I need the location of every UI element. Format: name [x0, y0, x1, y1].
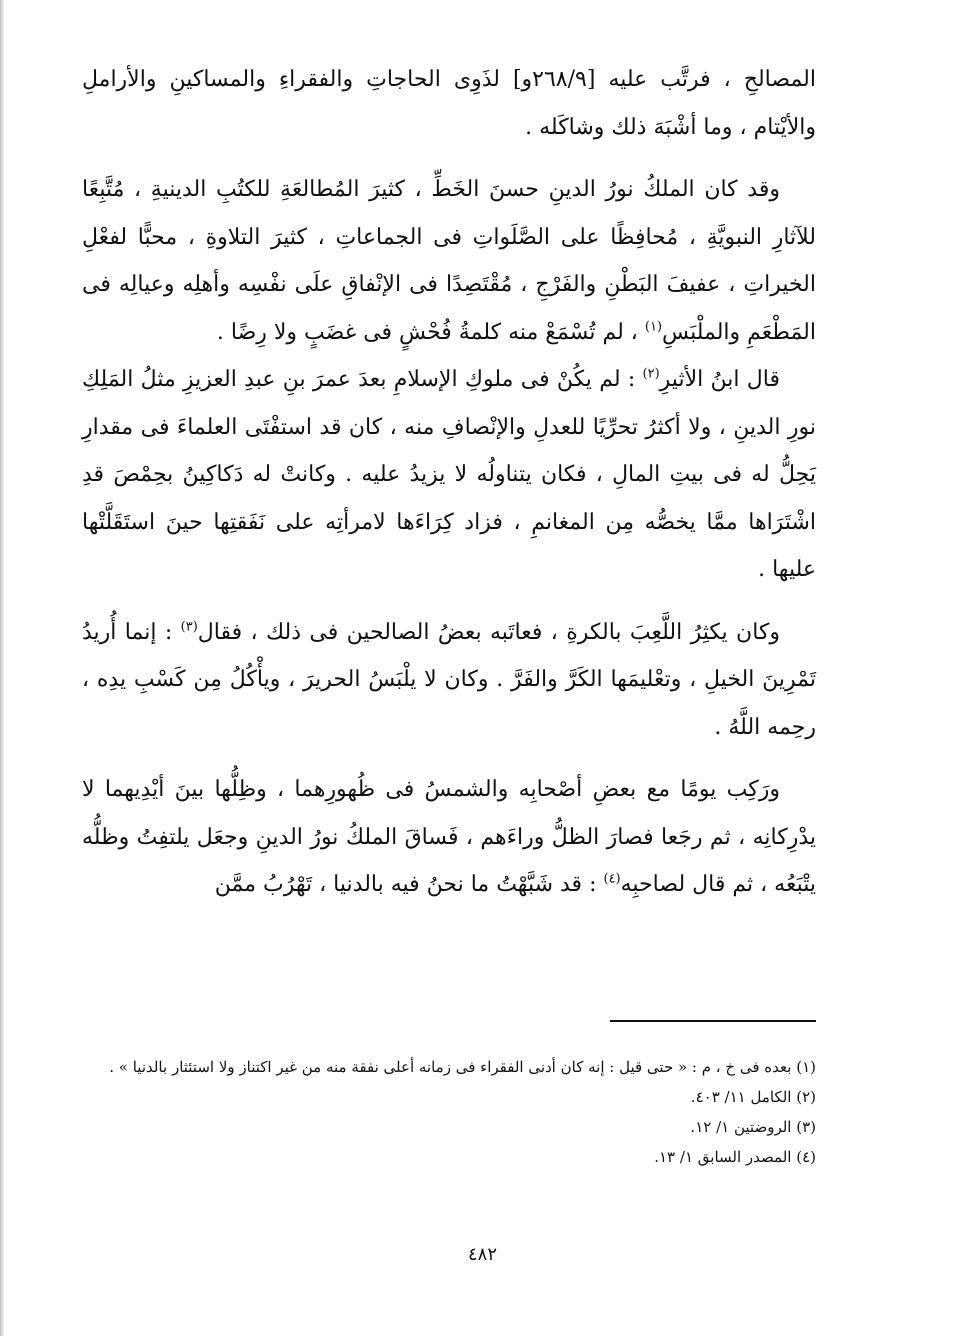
- paragraph-2-text-cont: ، لم تُسْمَعْ منه كلمةُ فُحْشٍ فى غضَبٍ ولا رِضًا .: [216, 319, 645, 345]
- footnote-ref-2: (٢): [642, 366, 660, 382]
- main-text: [82, 56, 816, 909]
- footnote-ref-3: (٣): [180, 619, 198, 635]
- paragraph-1-text: المصالحِ ، فرتَّب عليه [٢٦٨/٩و] لذَوِى الحاجاتِ والفقراءِ والمساكينِ والأراملِ والأيْتام ، وما أشْبَهَ ذلك وشاكَله .: [82, 67, 817, 140]
- page-edge-shadow: [0, 0, 4, 1336]
- paragraph-4-text-cont: : إنما أُريدُ تَمْرِينَ الخيلِ ، وتعْليمَها الكَرَّ والفَرَّ . وكان لا يلْبَسُ الحريرَ ، ويأْكُلُ مِن كَسْبِ يدِه ، رحِمه اللَّهُ .: [82, 619, 816, 740]
- paragraph-2-text: وقد كان الملكُ نورُ الدينِ حسنَ الخَطِّ ، كثيرَ المُطالعَةِ للكتُبِ الدينيةِ ، مُتَّبِعًا للآثارِ النبويَّةِ ، مُحافِظًا على الصَّلَواتِ فى الجماعاتِ ، كثيرَ التلاوةِ ، محبًّا لفعْلِ الخيراتِ ، عفيفَ البَطْنِ والفَرْجِ ، مُقْتَصِدًا فى الإنْفاقِ علَى نفْسِه وأهلِه وعيالِه فى المَطْعَمِ والملْبَسِ: [82, 177, 816, 345]
- paragraph-4-text: وكان يكثِرُ اللَّعِبَ بالكرةِ ، فعاتَبه بعضُ الصالحين فى ذلك ، فقال: [197, 619, 780, 645]
- paragraph-3-text-cont: : لم يكُنْ فى ملوكِ الإسلامِ بعدَ عمرَ بنِ عبدِ العزيزِ مثلُ المَلِكِ نورِ الدينِ ، ولا أكثرُ تحرِّيًا للعدلِ والإنْصافِ منه ، كان قد استفْتَى العلماءَ فى مقدارِ يَحِلُّ له فى بيتِ المالِ ، فكان يتناولُه لا يزيدُ عليه . وكانتْ له دَكاكِينُ بحِمْصَ قدِ اشْتَرَاها ممَّا يخصُّه مِن المغانمِ ، فزاد كِرَاءَها لامرأتِه على نَفَقتِها حينَ استَقَلَّتْها عليها .: [82, 367, 816, 582]
- footnote-separator: [610, 1020, 816, 1022]
- paragraph-1: [82, 56, 816, 151]
- paragraph-5-text: ورَكِب يومًا مع بعضِ أصْحابِه والشمسُ فى ظُهورِهما ، وظِلُّها بينَ أيْدِيهما لا يدْرِكانِه ، ثم رجَعا فصارَ الظلُّ وراءَهم ، فَساقَ الملكُ نورُ الدينِ وجعَل يلتفِتُ وظلُّه يتْبَعُه ، ثم قال لصاحبِه: [82, 777, 816, 897]
- paragraph-3: [82, 356, 816, 594]
- paragraph-4: [82, 609, 816, 752]
- footnote-3: (٣) الروضتين ١/ ١٢.: [690, 1118, 816, 1136]
- footnote-1: (١) بعده فى خ ، م : « حتى قيل : إنه كان أدنى الفقراء فى زمانه أعلى نفقة منه من غير اكتناز ولا استئثار بالدنيا » .: [109, 1058, 816, 1076]
- footnote-2: (٢) الكامل ١١/ ٤٠٣.: [690, 1088, 816, 1106]
- paragraph-5: [82, 766, 816, 909]
- paragraph-5-text-cont: : قد شَبَّهْتُ ما نحنُ فيه بالدنيا ، تَهْرُبُ ممَّن: [214, 872, 604, 897]
- paragraph-3-text: قال ابنُ الأثيرِ: [659, 367, 780, 392]
- paragraph-2: [82, 166, 816, 356]
- footnote-ref-4: (٤): [603, 871, 621, 887]
- footnote-4: (٤) المصدر السابق ١/ ١٣.: [654, 1148, 816, 1166]
- footnote-ref-1: (١): [644, 319, 663, 335]
- footnotes: [82, 1052, 816, 1172]
- page-number: ٤٨٢: [467, 1244, 497, 1265]
